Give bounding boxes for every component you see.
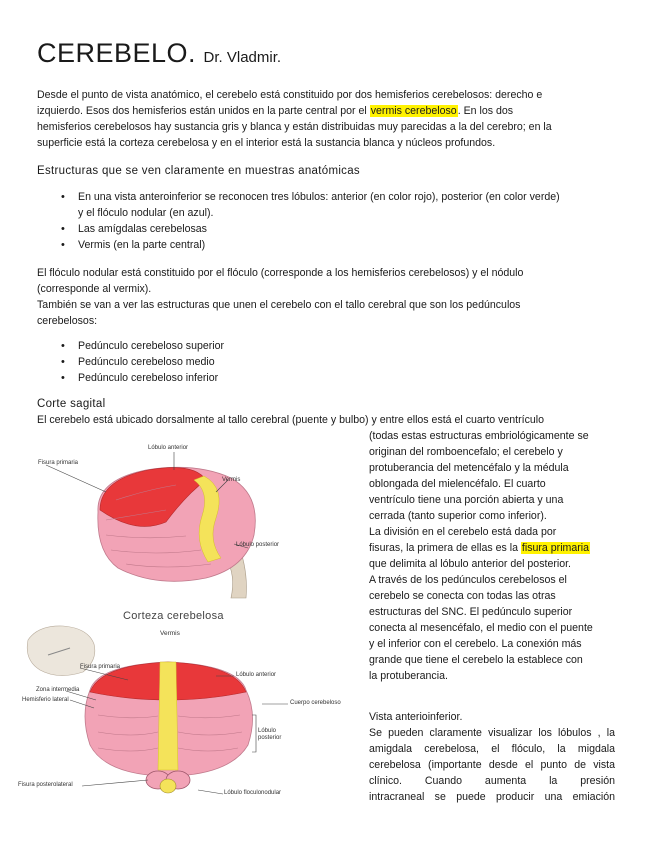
label-vermis: Vermis [222,477,241,483]
paragraph-line: (todas estas estructuras embriológicamente se [369,430,589,442]
paragraph-line: Se pueden claramente visualizar los lóbulos , la [369,727,615,739]
paragraph-line: grande que tiene el cerebelo la establece con [369,654,583,666]
label-lobulo-posterior: Lóbulo posterior [236,542,280,548]
paragraph-line: originan del romboencefalo; el cerebelo y [369,446,563,458]
corte-heading: Corte sagital [37,398,106,410]
flocculus-paragraph [37,265,523,329]
highlight-fisura: fisura primaria [521,542,590,554]
label-cuerpo-cerebeloso: Cuerpo cerebeloso [290,700,341,706]
title-main: CEREBELO. [37,38,197,68]
intro-line: izquierdo. Esos dos hemisferios están unidos en la parte central por el vermis cerebeloso. En los dos [37,105,514,117]
vista-heading: Vista anterioinferior. [369,711,463,723]
list-item: • Pedúnculo cerebeloso medio [37,354,224,370]
corte-lead: El cerebelo está ubicado dorsalmente al tallo cerebral (puente y bulbo) y entre ellos está el cuarto ventrículo [37,414,545,426]
paragraph-line: El flóculo nodular está constituido por el flóculo (corresponde a los hemisferios cerebelosos) y el nódulo [37,267,524,279]
label-lobulo-anterior-2: Lóbulo anterior [236,672,277,678]
label-lobulo-floculonodular: Lóbulo floculonodular [224,790,282,796]
paragraph-line: estructuras del SNC. El pedúnculo superior [369,606,573,618]
paragraph-line: cerebelosa (importante desde el punto de vista [369,759,615,771]
right-column-text [369,428,619,684]
sagittal-illustration [36,440,336,600]
structures-list [37,189,627,253]
paragraph-line: También se van a ver las estructuras que unen el cerebelo con el tallo cerebral que son los pedúnculos [37,299,521,311]
paragraph-line: cerebelosos: [37,315,98,327]
title-author: Dr. Vladmir. [203,49,282,66]
paragraph-line: oblongada del mielencéfalo. El cuarto [369,478,546,490]
list-item: • Pedúnculo cerebeloso inferior [37,370,224,386]
label-fisura-primaria-2: Fisura primaria [80,664,121,670]
figure-cortex-cerebellum [18,620,348,800]
label-lobulo-posterior-2: Lóbulo posterior [258,728,282,741]
label-lobulo-anterior: Lóbulo anterior [148,445,189,451]
intro-paragraph [37,87,552,151]
list-item: • En una vista anteroinferior se reconocen tres lóbulos: anterior (en color rojo), posterior (en color verde) y el flóculo nodular (en azul). [37,189,627,221]
label-fisura-primaria: Fisura primaria [38,460,79,466]
section-heading: Estructuras que se ven claramente en muestras anatómicas [37,165,360,177]
label-fisura-posterolateral: Fisura posterolateral [18,782,73,788]
list-item: • Pedúnculo cerebeloso superior [37,338,224,354]
cortex-illustration [18,620,348,800]
list-item: • Las amígdalas cerebelosas [37,221,627,237]
page-title [37,38,281,69]
intro-line: Desde el punto de vista anatómico, el cerebelo está constituido por dos hemisferios cerebelosos: derecho e [37,89,543,101]
paragraph-line: fisuras, la primera de ellas es la fisura primaria [369,542,590,554]
peduncles-list [37,338,224,386]
label-hemisferio-lateral: Hemisferio lateral [22,697,69,703]
figure-caption: Corteza cerebelosa [123,610,224,622]
intro-line: superficie está la corteza cerebelosa y en el interior está la sustancia blanca y núcleos profundos. [37,137,496,149]
list-item: • Vermis (en la parte central) [37,237,627,253]
paragraph-line: ventrículo tiene una porción abierta y una [369,494,564,506]
label-zona-intermedia: Zona intermedia [36,687,80,693]
paragraph-line: intracraneal se puede producir una emiación [369,791,615,803]
paragraph-line: protuberancia del metencéfalo y la médula [369,462,569,474]
paragraph-line: conecta al mesencéfalo, el medio con el puente [369,622,593,634]
paragraph-line: (corresponde al vermix). [37,283,152,295]
paragraph-line: A través de los pedúnculos cerebelosos el [369,574,567,586]
paragraph-line: La división en el cerebelo está dada por [369,526,557,538]
paragraph-line: cerebelo se conecta con todas las otras [369,590,556,602]
paragraph-line: amigdala cerebelosa, el flóculo, la migdala [369,743,615,755]
paragraph-line: la protuberancia. [369,670,448,682]
paragraph-line: cerrada (tanto superior como inferior). [369,510,547,522]
label-vermis-sub: Vermis [160,630,180,637]
paragraph-line: clínico. Cuando aumenta la presión [369,775,615,787]
paragraph-line: y el inferior con el cerebelo. La conexión más [369,638,582,650]
figure-sagittal-cerebellum [36,440,336,600]
vista-section [369,709,615,805]
highlight-vermis: vermis cerebeloso [370,105,457,117]
paragraph-line: que delimita al lóbulo anterior del posterior. [369,558,571,570]
intro-line: hemisferios cerebelosos hay sustancia gris y blanca y están distribuidas muy parecidas a la del cerebro; en la [37,121,552,133]
